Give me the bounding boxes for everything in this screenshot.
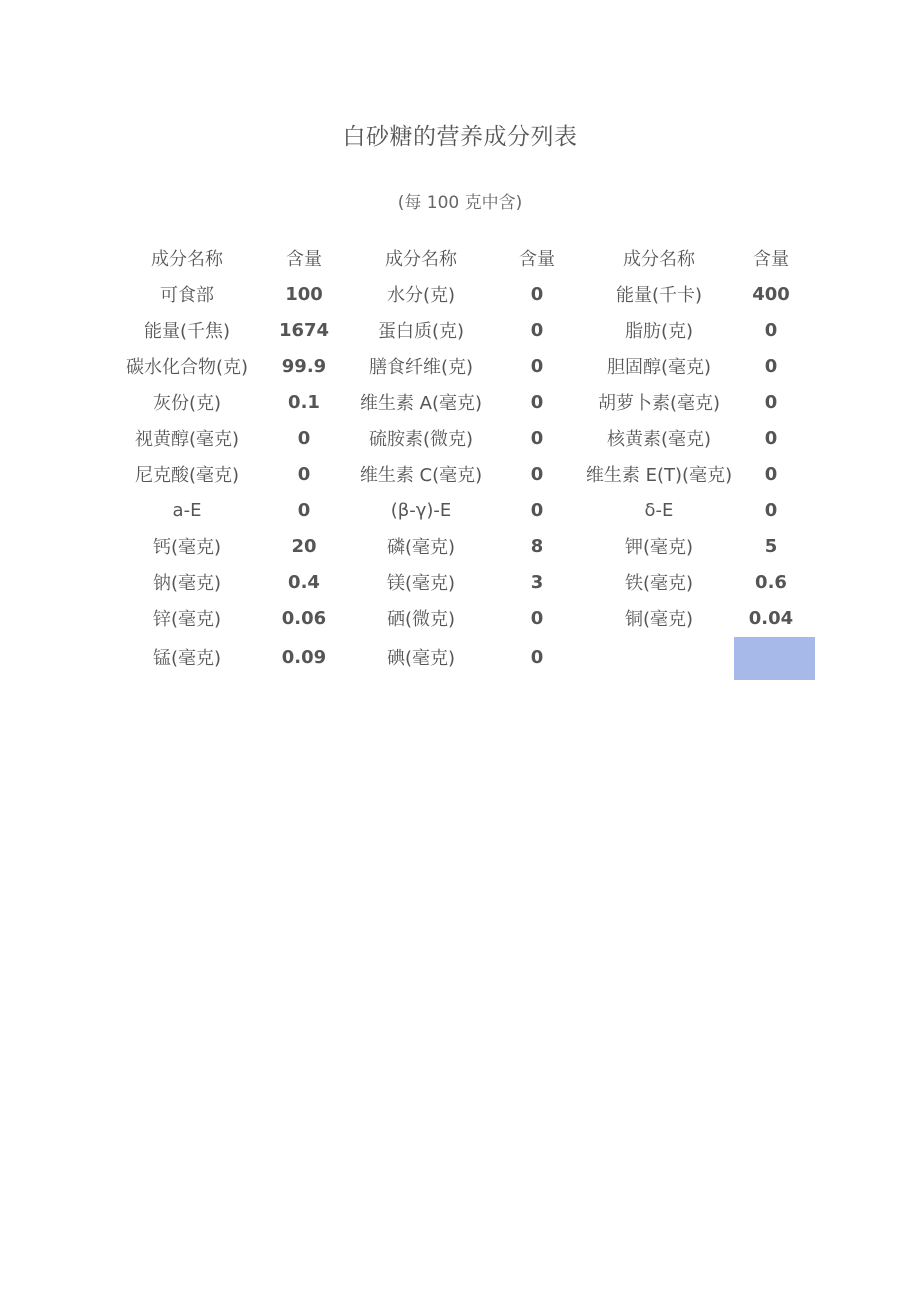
nutrient-amount-cell: 0 <box>530 463 544 485</box>
table-row <box>116 312 806 348</box>
header-amount-col-3: 含量 <box>753 249 789 270</box>
table-row <box>116 636 806 678</box>
nutrient-amount-cell: 0.09 <box>281 646 327 668</box>
table-row <box>116 600 806 636</box>
nutrient-name-cell: 能量(千焦) <box>143 321 231 342</box>
nutrient-name-cell: 脂肪(克) <box>624 321 694 342</box>
nutrient-name-cell: 尼克酸(毫克) <box>134 465 240 486</box>
nutrient-amount-cell: 0.6 <box>755 571 787 593</box>
nutrient-amount-cell: 0 <box>530 319 544 341</box>
nutrient-amount-cell: 0 <box>764 463 778 485</box>
nutrient-amount-cell: 0 <box>764 355 778 377</box>
nutrient-amount-cell: 0.4 <box>288 571 320 593</box>
nutrient-name-cell: 胡萝卜素(毫克) <box>597 393 721 414</box>
nutrient-amount-cell: 0 <box>530 391 544 413</box>
nutrient-name-cell: 碘(毫克) <box>386 648 456 669</box>
nutrient-amount-cell: 3 <box>530 571 544 593</box>
nutrient-amount-cell: 5 <box>764 535 778 557</box>
nutrient-name-cell: 锰(毫克) <box>152 648 222 669</box>
nutrient-name-cell: 灰份(克) <box>152 393 222 414</box>
nutrient-name-cell: 维生素 C(毫克) <box>359 465 483 486</box>
nutrient-name-cell: 膳食纤维(克) <box>368 357 474 378</box>
nutrition-table <box>116 240 806 678</box>
nutrient-amount-cell: 0 <box>764 319 778 341</box>
nutrient-name-cell: 可食部 <box>160 285 214 306</box>
nutrient-amount-cell: 0 <box>297 499 311 521</box>
table-header-row <box>116 240 806 276</box>
nutrient-name-cell: 硫胺素(微克) <box>368 429 474 450</box>
nutrient-amount-cell: 400 <box>752 283 790 305</box>
table-row <box>116 276 806 312</box>
nutrient-name-cell: (β-γ)-E <box>390 499 452 521</box>
nutrient-amount-cell: 0 <box>530 499 544 521</box>
table-row <box>116 456 806 492</box>
nutrient-name-cell <box>582 636 736 678</box>
table-row <box>116 564 806 600</box>
table-row <box>116 384 806 420</box>
nutrient-name-cell: δ-E <box>644 499 674 521</box>
table-row <box>116 528 806 564</box>
nutrient-name-cell: 水分(克) <box>386 285 456 306</box>
header-name-col-3: 成分名称 <box>623 249 695 270</box>
table-row <box>116 492 806 528</box>
header-amount-col-2: 含量 <box>519 249 555 270</box>
nutrient-amount-cell: 0.1 <box>288 391 320 413</box>
nutrient-amount-cell: 20 <box>291 535 317 557</box>
nutrient-amount-cell: 0 <box>530 646 544 668</box>
nutrient-name-cell: 硒(微克) <box>386 609 456 630</box>
nutrient-name-cell: 镁(毫克) <box>386 573 456 594</box>
nutrient-name-cell: 磷(毫克) <box>386 537 456 558</box>
nutrient-amount-cell: 0 <box>530 427 544 449</box>
nutrient-name-cell: 维生素 A(毫克) <box>359 393 483 414</box>
nutrient-amount-cell: 0 <box>530 355 544 377</box>
nutrient-amount-cell: 0.06 <box>281 607 327 629</box>
nutrient-name-cell: 钠(毫克) <box>152 573 222 594</box>
nutrient-name-cell: 铁(毫克) <box>624 573 694 594</box>
header-name-col-2: 成分名称 <box>385 249 457 270</box>
nutrient-amount-cell: 0 <box>530 607 544 629</box>
nutrient-name-cell: 胆固醇(毫克) <box>606 357 712 378</box>
nutrient-amount-cell: 0 <box>297 427 311 449</box>
page-subtitle: (每 100 克中含) <box>397 193 523 213</box>
nutrient-amount-cell: 0.04 <box>748 607 794 629</box>
nutrient-name-cell: 核黄素(毫克) <box>606 429 712 450</box>
nutrient-name-cell: a-E <box>172 499 202 521</box>
nutrient-amount-cell: 99.9 <box>281 355 327 377</box>
nutrient-amount-cell: 0 <box>764 499 778 521</box>
selected-empty-cell <box>736 636 806 678</box>
header-amount-col-1: 含量 <box>286 249 322 270</box>
nutrient-name-cell: 锌(毫克) <box>152 609 222 630</box>
nutrient-amount-cell: 0 <box>764 427 778 449</box>
nutrient-name-cell: 碳水化合物(克) <box>125 357 249 378</box>
nutrient-name-cell: 蛋白质(克) <box>377 321 465 342</box>
table-row <box>116 420 806 456</box>
nutrient-name-cell: 视黄醇(毫克) <box>134 429 240 450</box>
nutrient-amount-cell: 100 <box>285 283 323 305</box>
nutrient-amount-cell: 1674 <box>278 319 330 341</box>
nutrient-amount-cell: 0 <box>530 283 544 305</box>
nutrient-amount-cell: 8 <box>530 535 544 557</box>
table-row <box>116 348 806 384</box>
nutrient-name-cell: 铜(毫克) <box>624 609 694 630</box>
nutrient-amount-cell: 0 <box>764 391 778 413</box>
nutrient-name-cell: 钙(毫克) <box>152 537 222 558</box>
nutrient-name-cell: 维生素 E(T)(毫克) <box>585 465 733 486</box>
nutrient-name-cell: 钾(毫克) <box>624 537 694 558</box>
nutrient-name-cell: 能量(千卡) <box>615 285 703 306</box>
page-title: 白砂糖的营养成分列表 <box>342 124 578 150</box>
nutrient-amount-cell: 0 <box>297 463 311 485</box>
cell-selection-highlight <box>734 637 815 680</box>
header-name-col-1: 成分名称 <box>151 249 223 270</box>
